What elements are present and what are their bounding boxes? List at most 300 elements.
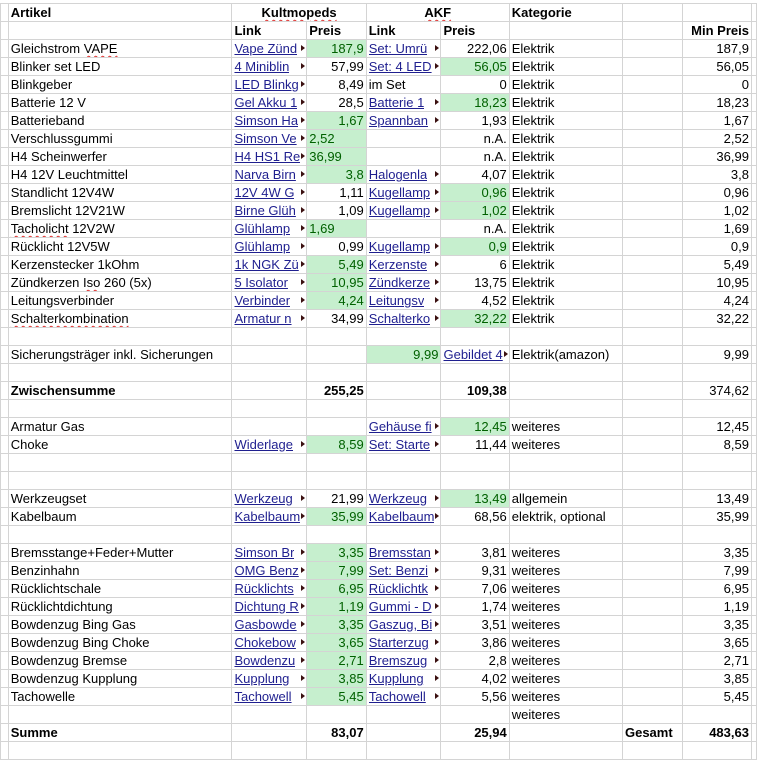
cell[interactable] xyxy=(622,364,682,382)
hyperlink[interactable]: Kabelbaum xyxy=(368,509,435,524)
kategorie-cell[interactable]: weiteres xyxy=(509,634,622,652)
kultmopeds-price-cell[interactable]: 1,19 xyxy=(307,598,366,616)
hyperlink[interactable]: Vape Zünd xyxy=(234,41,298,56)
akf-link-cell[interactable] xyxy=(366,634,441,652)
akf-price-cell[interactable]: 6 xyxy=(441,256,509,274)
empty-cell[interactable] xyxy=(622,274,682,292)
kultmopeds-link-cell[interactable] xyxy=(232,256,307,274)
akf-link-cell[interactable] xyxy=(366,562,441,580)
kategorie-cell[interactable]: weiteres xyxy=(509,544,622,562)
min-price-cell[interactable]: 10,95 xyxy=(682,274,751,292)
akf-link-cell[interactable] xyxy=(366,418,441,436)
hyperlink[interactable]: Schalterko xyxy=(368,311,431,326)
kultmopeds-link-cell[interactable] xyxy=(232,94,307,112)
kategorie-cell[interactable]: Elektrik xyxy=(509,112,622,130)
kultmopeds-link-cell[interactable] xyxy=(232,580,307,598)
empty-cell[interactable] xyxy=(622,112,682,130)
cell[interactable] xyxy=(232,706,307,724)
cell[interactable] xyxy=(232,472,307,490)
akf-link-cell[interactable] xyxy=(366,652,441,670)
kultmopeds-price-cell[interactable]: 3,65 xyxy=(307,634,366,652)
kultmopeds-link-cell[interactable] xyxy=(232,166,307,184)
hyperlink[interactable]: Kugellamp xyxy=(368,239,431,254)
empty-cell[interactable] xyxy=(622,130,682,148)
hyperlink[interactable]: Tachowell xyxy=(368,689,426,704)
min-price-cell[interactable]: 2,71 xyxy=(682,652,751,670)
cell[interactable] xyxy=(441,706,509,724)
hyperlink[interactable]: Zündkerze xyxy=(368,275,431,290)
akf-link-cell[interactable] xyxy=(366,508,441,526)
empty-cell[interactable] xyxy=(622,40,682,58)
cell[interactable] xyxy=(682,400,751,418)
cell[interactable] xyxy=(232,400,307,418)
kultmopeds-price-cell[interactable]: 1,11 xyxy=(307,184,366,202)
min-price-cell[interactable]: 35,99 xyxy=(682,508,751,526)
kultmopeds-price-cell[interactable]: 21,99 xyxy=(307,490,366,508)
min-price-cell[interactable]: 56,05 xyxy=(682,58,751,76)
kultmopeds-link-cell[interactable] xyxy=(232,634,307,652)
cell[interactable] xyxy=(509,328,622,346)
kultmopeds-link-cell[interactable] xyxy=(232,490,307,508)
kultmopeds-link-cell[interactable] xyxy=(232,598,307,616)
artikel-cell[interactable]: Blinkgeber xyxy=(8,76,232,94)
kategorie-cell[interactable]: weiteres xyxy=(509,418,622,436)
cell[interactable] xyxy=(366,454,441,472)
hyperlink[interactable]: Kabelbaum xyxy=(234,509,301,524)
akf-link-cell[interactable] xyxy=(366,598,441,616)
empty-cell[interactable] xyxy=(622,418,682,436)
empty-cell[interactable] xyxy=(622,76,682,94)
cell[interactable] xyxy=(8,400,232,418)
empty-cell[interactable] xyxy=(622,292,682,310)
akf-price-cell[interactable]: 3,86 xyxy=(441,634,509,652)
kategorie-cell[interactable]: Elektrik xyxy=(509,238,622,256)
hyperlink[interactable]: Birne Glüh xyxy=(234,203,296,218)
kultmopeds-price-cell[interactable]: 8,59 xyxy=(307,436,366,454)
hyperlink[interactable]: OMG Benz xyxy=(234,563,299,578)
empty-cell[interactable] xyxy=(622,220,682,238)
hyperlink[interactable]: Set: 4 LED xyxy=(368,59,432,74)
cell[interactable] xyxy=(682,706,751,724)
akf-link-cell[interactable] xyxy=(366,256,441,274)
akf-link-cell[interactable] xyxy=(366,94,441,112)
hyperlink[interactable]: Bremsstan xyxy=(368,545,431,560)
artikel-cell[interactable]: Verschlussgummi xyxy=(8,130,232,148)
min-price-cell[interactable]: 2,52 xyxy=(682,130,751,148)
min-price-cell[interactable]: 0,96 xyxy=(682,184,751,202)
akf-link-cell[interactable] xyxy=(366,580,441,598)
cell[interactable] xyxy=(307,454,366,472)
hyperlink[interactable]: Leitungsv xyxy=(368,293,425,308)
hyperlink[interactable]: Set: Starte xyxy=(368,437,431,452)
hyperlink[interactable]: Bremszug xyxy=(368,653,428,668)
min-price-cell[interactable]: 1,19 xyxy=(682,598,751,616)
hyperlink[interactable]: Gel Akku 1 xyxy=(234,95,298,110)
kategorie-cell[interactable]: weiteres xyxy=(509,598,622,616)
akf-price-cell[interactable]: 18,23 xyxy=(441,94,509,112)
hyperlink[interactable]: Kerzenste xyxy=(368,257,428,272)
cell[interactable] xyxy=(307,472,366,490)
kultmopeds-price-cell[interactable]: 4,24 xyxy=(307,292,366,310)
akf-link-cell[interactable] xyxy=(366,490,441,508)
kultmopeds-link-cell[interactable] xyxy=(232,76,307,94)
artikel-cell[interactable]: Tacholicht 12V2W xyxy=(8,220,232,238)
cell[interactable] xyxy=(622,454,682,472)
akf-price-cell[interactable]: 1,02 xyxy=(441,202,509,220)
kultmopeds-price-cell[interactable]: 1,69 xyxy=(307,220,366,238)
kultmopeds-link-cell[interactable] xyxy=(232,436,307,454)
kultmopeds-link-cell[interactable] xyxy=(232,130,307,148)
akf-price-cell[interactable]: 5,56 xyxy=(441,688,509,706)
cell[interactable] xyxy=(441,472,509,490)
akf-price-cell[interactable]: 4,02 xyxy=(441,670,509,688)
min-price-cell[interactable]: 1,67 xyxy=(682,112,751,130)
akf-price-cell[interactable]: 1,93 xyxy=(441,112,509,130)
empty-cell[interactable] xyxy=(622,652,682,670)
empty-cell[interactable] xyxy=(622,688,682,706)
kategorie-cell[interactable]: Elektrik xyxy=(509,130,622,148)
akf-price-cell[interactable]: 4,07 xyxy=(441,166,509,184)
min-price-cell[interactable]: 5,45 xyxy=(682,688,751,706)
artikel-cell[interactable]: Bowdenzug Bing Choke xyxy=(8,634,232,652)
kultmopeds-price-cell[interactable]: 7,99 xyxy=(307,562,366,580)
kategorie-cell[interactable]: weiteres xyxy=(509,652,622,670)
kultmopeds-link-cell[interactable] xyxy=(232,112,307,130)
akf-link-cell[interactable] xyxy=(366,166,441,184)
hyperlink[interactable]: Narva Birn xyxy=(234,167,296,182)
akf-link-cell[interactable]: im Set xyxy=(366,76,441,94)
kategorie-cell[interactable]: weiteres xyxy=(509,580,622,598)
artikel-cell[interactable]: Bowdenzug Bing Gas xyxy=(8,616,232,634)
cell[interactable] xyxy=(441,400,509,418)
empty-cell[interactable] xyxy=(622,490,682,508)
min-price-cell[interactable]: 1,69 xyxy=(682,220,751,238)
akf-price-cell[interactable] xyxy=(441,346,509,364)
cell[interactable] xyxy=(682,526,751,544)
artikel-cell[interactable]: Armatur Gas xyxy=(8,418,232,436)
akf-link-cell[interactable] xyxy=(366,544,441,562)
kategorie-cell[interactable]: Elektrik xyxy=(509,76,622,94)
hyperlink[interactable]: Armatur n xyxy=(234,311,292,326)
artikel-cell[interactable]: Zündkerzen Iso 260 (5x) xyxy=(8,274,232,292)
cell[interactable] xyxy=(366,364,441,382)
kultmopeds-price-cell[interactable]: 57,99 xyxy=(307,58,366,76)
kategorie-cell[interactable]: weiteres xyxy=(509,706,622,724)
cell[interactable] xyxy=(682,454,751,472)
kultmopeds-link-cell[interactable] xyxy=(232,148,307,166)
kultmopeds-link-cell[interactable] xyxy=(232,58,307,76)
artikel-cell[interactable]: Leitungsverbinder xyxy=(8,292,232,310)
hyperlink[interactable]: Kupplung xyxy=(234,671,290,686)
kultmopeds-price-cell[interactable]: 0,99 xyxy=(307,238,366,256)
empty-cell[interactable] xyxy=(622,670,682,688)
kultmopeds-price-cell[interactable]: 34,99 xyxy=(307,310,366,328)
akf-price-cell[interactable]: 2,8 xyxy=(441,652,509,670)
akf-link-cell[interactable] xyxy=(366,220,441,238)
kategorie-cell[interactable]: Elektrik xyxy=(509,292,622,310)
min-price-cell[interactable]: 3,35 xyxy=(682,544,751,562)
empty-cell[interactable] xyxy=(622,634,682,652)
artikel-cell[interactable]: H4 Scheinwerfer xyxy=(8,148,232,166)
kategorie-cell[interactable]: Elektrik xyxy=(509,184,622,202)
cell[interactable] xyxy=(232,364,307,382)
akf-price-cell[interactable]: 13,75 xyxy=(441,274,509,292)
kultmopeds-link-cell[interactable] xyxy=(232,508,307,526)
min-price-cell[interactable]: 3,35 xyxy=(682,616,751,634)
hyperlink[interactable]: Gehäuse fi xyxy=(368,419,432,434)
hyperlink[interactable]: Simson Br xyxy=(234,545,295,560)
kultmopeds-price-cell[interactable]: 1,67 xyxy=(307,112,366,130)
kategorie-cell[interactable]: Elektrik xyxy=(509,166,622,184)
akf-link-cell[interactable] xyxy=(366,238,441,256)
kultmopeds-price-cell[interactable]: 3,35 xyxy=(307,544,366,562)
cell[interactable] xyxy=(509,472,622,490)
akf-link-cell[interactable] xyxy=(366,436,441,454)
artikel-cell[interactable]: Standlicht 12V4W xyxy=(8,184,232,202)
hyperlink[interactable]: Bowdenzu xyxy=(234,653,296,668)
cell[interactable] xyxy=(232,454,307,472)
empty-cell[interactable] xyxy=(622,598,682,616)
artikel-cell[interactable]: Batterieband xyxy=(8,112,232,130)
cell[interactable] xyxy=(509,364,622,382)
akf-price-cell[interactable]: 0,96 xyxy=(441,184,509,202)
akf-link-cell[interactable]: 9,99 xyxy=(366,346,441,364)
akf-price-cell[interactable]: n.A. xyxy=(441,220,509,238)
cell[interactable] xyxy=(622,328,682,346)
kultmopeds-link-cell[interactable] xyxy=(232,220,307,238)
empty-cell[interactable] xyxy=(622,508,682,526)
min-price-cell[interactable]: 8,59 xyxy=(682,436,751,454)
hyperlink[interactable]: Batterie 1 xyxy=(368,95,425,110)
min-price-cell[interactable]: 9,99 xyxy=(682,346,751,364)
hyperlink[interactable]: Kugellamp xyxy=(368,203,431,218)
artikel-cell[interactable]: H4 12V Leuchtmittel xyxy=(8,166,232,184)
akf-price-cell[interactable]: 0,9 xyxy=(441,238,509,256)
cell[interactable] xyxy=(509,526,622,544)
artikel-cell[interactable]: Bremslicht 12V21W xyxy=(8,202,232,220)
artikel-cell[interactable]: Rücklicht 12V5W xyxy=(8,238,232,256)
akf-price-cell[interactable]: 0 xyxy=(441,76,509,94)
min-price-cell[interactable]: 12,45 xyxy=(682,418,751,436)
hyperlink[interactable]: Spannban xyxy=(368,113,428,128)
cell[interactable] xyxy=(8,328,232,346)
cell[interactable] xyxy=(8,454,232,472)
cell[interactable] xyxy=(509,454,622,472)
kultmopeds-link-cell[interactable] xyxy=(232,418,307,436)
kultmopeds-link-cell[interactable] xyxy=(232,40,307,58)
akf-price-cell[interactable]: 222,06 xyxy=(441,40,509,58)
hyperlink[interactable]: Simson Ve xyxy=(234,131,297,146)
hyperlink[interactable]: Gebildet 4 xyxy=(443,347,503,362)
akf-price-cell[interactable]: 11,44 xyxy=(441,436,509,454)
cell[interactable] xyxy=(682,364,751,382)
akf-link-cell[interactable] xyxy=(366,202,441,220)
kategorie-cell[interactable]: Elektrik(amazon) xyxy=(509,346,622,364)
hyperlink[interactable]: Starterzug xyxy=(368,635,429,650)
kategorie-cell[interactable]: weiteres xyxy=(509,688,622,706)
hyperlink[interactable]: Simson Ha xyxy=(234,113,299,128)
hyperlink[interactable]: Kupplung xyxy=(368,671,424,686)
cell[interactable] xyxy=(232,328,307,346)
min-price-cell[interactable]: 6,95 xyxy=(682,580,751,598)
kultmopeds-price-cell[interactable]: 2,71 xyxy=(307,652,366,670)
akf-price-cell[interactable]: 7,06 xyxy=(441,580,509,598)
artikel-cell[interactable]: Batterie 12 V xyxy=(8,94,232,112)
akf-price-cell[interactable]: 68,56 xyxy=(441,508,509,526)
hyperlink[interactable]: Werkzeug xyxy=(234,491,293,506)
artikel-cell[interactable]: Tachowelle xyxy=(8,688,232,706)
hyperlink[interactable]: 12V 4W G xyxy=(234,185,295,200)
akf-link-cell[interactable] xyxy=(366,184,441,202)
cell[interactable] xyxy=(8,526,232,544)
kultmopeds-link-cell[interactable] xyxy=(232,670,307,688)
kultmopeds-price-cell[interactable] xyxy=(307,418,366,436)
akf-price-cell[interactable]: n.A. xyxy=(441,148,509,166)
cell[interactable] xyxy=(682,328,751,346)
cell[interactable] xyxy=(441,328,509,346)
kategorie-cell[interactable]: Elektrik xyxy=(509,310,622,328)
akf-link-cell[interactable] xyxy=(366,58,441,76)
cell[interactable] xyxy=(8,706,232,724)
hyperlink[interactable]: Kugellamp xyxy=(368,185,431,200)
hyperlink[interactable]: Werkzeug xyxy=(368,491,427,506)
empty-cell[interactable] xyxy=(622,256,682,274)
kultmopeds-price-cell[interactable]: 35,99 xyxy=(307,508,366,526)
kultmopeds-price-cell[interactable]: 5,49 xyxy=(307,256,366,274)
kultmopeds-link-cell[interactable] xyxy=(232,238,307,256)
hyperlink[interactable]: Halogenla xyxy=(368,167,428,182)
min-price-cell[interactable]: 18,23 xyxy=(682,94,751,112)
kategorie-cell[interactable]: Elektrik xyxy=(509,256,622,274)
empty-cell[interactable] xyxy=(622,148,682,166)
kategorie-cell[interactable]: weiteres xyxy=(509,562,622,580)
hyperlink[interactable]: H4 HS1 Re xyxy=(234,149,301,164)
hyperlink[interactable]: Chokebow xyxy=(234,635,296,650)
akf-price-cell[interactable]: n.A. xyxy=(441,130,509,148)
kategorie-cell[interactable]: Elektrik xyxy=(509,220,622,238)
kultmopeds-link-cell[interactable] xyxy=(232,652,307,670)
cell[interactable] xyxy=(232,526,307,544)
kultmopeds-link-cell[interactable] xyxy=(232,274,307,292)
artikel-cell[interactable]: Blinker set LED xyxy=(8,58,232,76)
kultmopeds-price-cell[interactable]: 1,09 xyxy=(307,202,366,220)
kultmopeds-price-cell[interactable]: 36,99 xyxy=(307,148,366,166)
akf-price-cell[interactable]: 13,49 xyxy=(441,490,509,508)
empty-cell[interactable] xyxy=(622,616,682,634)
kultmopeds-price-cell[interactable]: 28,5 xyxy=(307,94,366,112)
empty-cell[interactable] xyxy=(622,58,682,76)
hyperlink[interactable]: Set: Umrü xyxy=(368,41,428,56)
akf-price-cell[interactable]: 1,74 xyxy=(441,598,509,616)
akf-price-cell[interactable]: 3,51 xyxy=(441,616,509,634)
cell[interactable] xyxy=(307,526,366,544)
cell[interactable] xyxy=(307,328,366,346)
kultmopeds-link-cell[interactable] xyxy=(232,310,307,328)
hyperlink[interactable]: Verbinder xyxy=(234,293,291,308)
artikel-cell[interactable]: Kerzenstecker 1kOhm xyxy=(8,256,232,274)
artikel-cell[interactable]: Rücklichtdichtung xyxy=(8,598,232,616)
hyperlink[interactable]: Rücklichts xyxy=(234,581,294,596)
kultmopeds-link-cell[interactable] xyxy=(232,346,307,364)
akf-link-cell[interactable] xyxy=(366,148,441,166)
min-price-cell[interactable]: 5,49 xyxy=(682,256,751,274)
kategorie-cell[interactable]: Elektrik xyxy=(509,202,622,220)
kultmopeds-price-cell[interactable]: 8,49 xyxy=(307,76,366,94)
hyperlink[interactable]: 1k NGK Zü xyxy=(234,257,299,272)
empty-cell[interactable] xyxy=(622,310,682,328)
min-price-cell[interactable]: 13,49 xyxy=(682,490,751,508)
cell[interactable] xyxy=(622,472,682,490)
cell[interactable] xyxy=(441,364,509,382)
empty-cell[interactable] xyxy=(622,94,682,112)
kategorie-cell[interactable]: weiteres xyxy=(509,616,622,634)
akf-link-cell[interactable] xyxy=(366,40,441,58)
min-price-cell[interactable]: 187,9 xyxy=(682,40,751,58)
hyperlink[interactable]: Glühlamp xyxy=(234,221,291,236)
cell[interactable] xyxy=(366,472,441,490)
empty-cell[interactable] xyxy=(622,166,682,184)
kategorie-cell[interactable]: Elektrik xyxy=(509,148,622,166)
min-price-cell[interactable]: 7,99 xyxy=(682,562,751,580)
hyperlink[interactable]: 4 Miniblin xyxy=(234,59,290,74)
akf-link-cell[interactable] xyxy=(366,112,441,130)
akf-link-cell[interactable] xyxy=(366,292,441,310)
akf-link-cell[interactable] xyxy=(366,616,441,634)
kultmopeds-link-cell[interactable] xyxy=(232,184,307,202)
artikel-cell[interactable]: Gleichstrom VAPE xyxy=(8,40,232,58)
artikel-cell[interactable]: Bowdenzug Bremse xyxy=(8,652,232,670)
cell[interactable] xyxy=(307,400,366,418)
empty-cell[interactable] xyxy=(622,238,682,256)
cell[interactable] xyxy=(307,706,366,724)
kategorie-cell[interactable]: Elektrik xyxy=(509,94,622,112)
min-price-cell[interactable]: 4,24 xyxy=(682,292,751,310)
empty-cell[interactable] xyxy=(622,562,682,580)
min-price-cell[interactable]: 36,99 xyxy=(682,148,751,166)
kultmopeds-link-cell[interactable] xyxy=(232,616,307,634)
kultmopeds-price-cell[interactable]: 2,52 xyxy=(307,130,366,148)
akf-link-cell[interactable] xyxy=(366,130,441,148)
artikel-cell[interactable]: Rücklichtschale xyxy=(8,580,232,598)
artikel-cell[interactable]: Kabelbaum xyxy=(8,508,232,526)
akf-link-cell[interactable] xyxy=(366,688,441,706)
akf-price-cell[interactable]: 3,81 xyxy=(441,544,509,562)
hyperlink[interactable]: Tachowell xyxy=(234,689,292,704)
artikel-cell[interactable]: Sicherungsträger inkl. Sicherungen xyxy=(8,346,232,364)
hyperlink[interactable]: Glühlamp xyxy=(234,239,291,254)
kategorie-cell[interactable]: Elektrik xyxy=(509,40,622,58)
kategorie-cell[interactable]: weiteres xyxy=(509,436,622,454)
artikel-cell[interactable]: Bowdenzug Kupplung xyxy=(8,670,232,688)
kategorie-cell[interactable]: elektrik, optional xyxy=(509,508,622,526)
cell[interactable] xyxy=(622,400,682,418)
akf-link-cell[interactable] xyxy=(366,670,441,688)
hyperlink[interactable]: Gasbowde xyxy=(234,617,297,632)
artikel-cell[interactable]: Werkzeugset xyxy=(8,490,232,508)
kultmopeds-link-cell[interactable] xyxy=(232,562,307,580)
kultmopeds-price-cell[interactable]: 3,8 xyxy=(307,166,366,184)
artikel-cell[interactable]: Bremsstange+Feder+Mutter xyxy=(8,544,232,562)
empty-cell[interactable] xyxy=(622,436,682,454)
empty-cell[interactable] xyxy=(622,544,682,562)
artikel-cell[interactable] xyxy=(8,310,232,328)
cell[interactable] xyxy=(441,526,509,544)
kultmopeds-price-cell[interactable]: 5,45 xyxy=(307,688,366,706)
kultmopeds-price-cell[interactable]: 3,85 xyxy=(307,670,366,688)
cell[interactable] xyxy=(622,526,682,544)
akf-price-cell[interactable]: 12,45 xyxy=(441,418,509,436)
kultmopeds-link-cell[interactable] xyxy=(232,544,307,562)
